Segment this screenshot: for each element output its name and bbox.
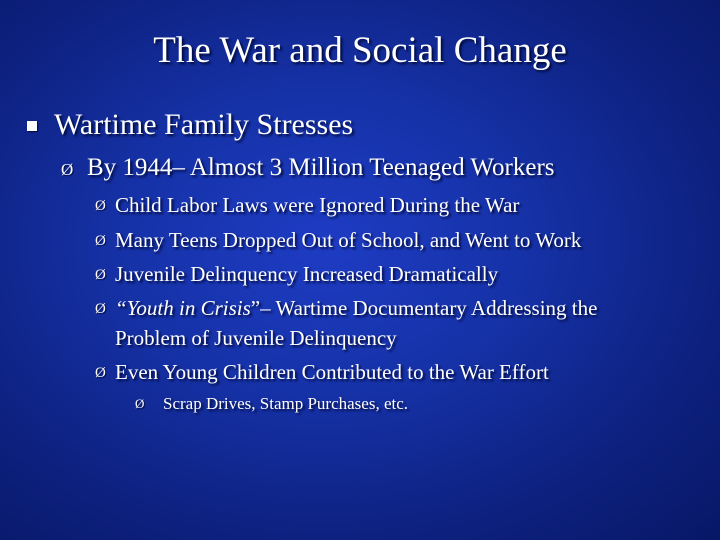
- arrow-bullet-icon: Ø: [95, 198, 106, 214]
- arrow-bullet-icon: Ø: [135, 396, 145, 411]
- bullet-level3-text: Juvenile Delinquency Increased Dramatically: [115, 262, 499, 286]
- bullet-level3-continuation: Problem of Juvenile Delinquency: [115, 326, 397, 350]
- arrow-bullet-icon: Ø: [95, 233, 106, 249]
- bullet-level3-text-rest: ”– Wartime Documentary Addressing the: [250, 296, 598, 320]
- documentary-title: “Youth in Crisis: [115, 296, 251, 320]
- bullet-level2-text: By 1944– Almost 3 Million Teenaged Workers: [87, 154, 555, 181]
- slide-title: The War and Social Change: [153, 30, 567, 71]
- arrow-bullet-icon: Ø: [61, 160, 74, 179]
- arrow-bullet-icon: Ø: [95, 365, 106, 381]
- bullet-level3-text: Even Young Children Contributed to the War Effort: [115, 360, 549, 384]
- bullet-level3-text: Many Teens Dropped Out of School, and Went to Work: [115, 228, 582, 252]
- bullet-level1-text: Wartime Family Stresses: [54, 108, 354, 141]
- arrow-bullet-icon: Ø: [95, 267, 106, 283]
- bullet-level4-text: Scrap Drives, Stamp Purchases, etc.: [163, 394, 409, 413]
- bullet-level3-text: [115, 295, 597, 321]
- arrow-bullet-icon: Ø: [95, 301, 106, 317]
- bullet-level3-text: Child Labor Laws were Ignored During the War: [115, 193, 520, 217]
- square-bullet-icon: [27, 121, 37, 131]
